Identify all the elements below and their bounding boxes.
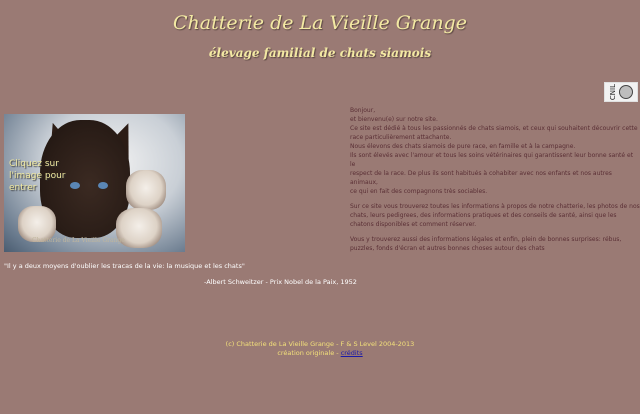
kitten-image <box>126 170 166 210</box>
quote-text: "Il y a deux moyens d'oublier les tracas de la vie: la musique et les chats" <box>4 262 245 270</box>
welcome-line: Vous y trouverez aussi des informations légales et enfin, plein de bonnes surprises: rébus, <box>350 236 622 243</box>
welcome-line: chatons disponibles et comment réserver. <box>350 221 477 228</box>
enter-site-image[interactable] <box>4 114 185 252</box>
welcome-line: Nous élevons des chats siamois de pure race, en famille et à la campagne. <box>350 143 576 150</box>
welcome-line: chats, leurs pedigrees, des informations pratiques et des conseils de santé, ainsi que les <box>350 212 617 219</box>
cat-eye-left <box>70 182 80 189</box>
welcome-line: Ce site est dédié à tous les passionnés de chats siamois, et ceux qui souhaitent découvrir cette <box>350 125 638 132</box>
welcome-line: puzzles, fonds d'écran et autres bonnes choses autour des chats <box>350 245 545 252</box>
welcome-line: Bonjour, <box>350 107 376 114</box>
welcome-paragraph-3 <box>350 235 640 253</box>
credit-prefix: création originale - <box>277 349 341 357</box>
credits-link[interactable]: crédits <box>340 349 363 357</box>
footer <box>0 340 640 358</box>
click-to-enter-text: Cliquez sur l'image pour entrer <box>9 159 66 193</box>
welcome-line: ce qui en fait des compagnons très sociables. <box>350 188 488 195</box>
cnil-logo-icon <box>619 85 633 99</box>
site-subtitle: élevage familial de chats siamois <box>208 46 432 60</box>
welcome-line: respect de la race. De plus ils sont habitués à cohabiter avec nos enfants et nos autres animaux, <box>350 170 612 186</box>
welcome-line: race particulièrement attachante. <box>350 134 452 141</box>
welcome-line: Ils sont élevés avec l'amour et tous les soins vétérinaires qui garantissent leur bonne santé et le <box>350 152 634 168</box>
cnil-badge[interactable] <box>604 82 638 102</box>
copyright-text: (c) Chatterie de La Vieille Grange - F & S Level 2004-2013 <box>225 340 415 348</box>
welcome-paragraph-1 <box>350 106 640 196</box>
quote-author: -Albert Schweitzer - Prix Nobel de la Paix, 1952 <box>204 278 357 286</box>
cnil-label: CNIL <box>608 83 617 101</box>
cat-eye-right <box>98 182 108 189</box>
welcome-line: Sur ce site vous trouverez toutes les informations à propos de notre chatterie, les photos de nos <box>350 203 640 210</box>
welcome-text <box>350 106 640 259</box>
image-caption: Chatterie de La Vieille Grange <box>32 237 125 244</box>
welcome-paragraph-2 <box>350 202 640 229</box>
welcome-line: et bienvenu(e) sur notre site. <box>350 116 438 123</box>
site-title: Chatterie de La Vieille Grange <box>173 12 467 34</box>
credit-line <box>0 349 640 358</box>
